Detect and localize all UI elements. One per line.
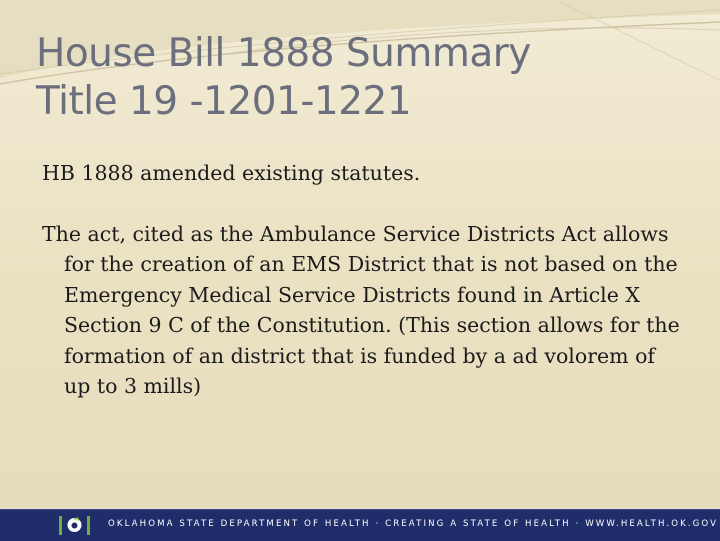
slide-title-line-1: House Bill 1888 Summary [36, 31, 531, 76]
slide-body [42, 158, 682, 402]
footer-bar [0, 509, 720, 541]
footer-text: OKLAHOMA STATE DEPARTMENT OF HEALTH · CREATING A STATE OF HEALTH · WWW.HEALTH.OK.GOV [108, 519, 719, 529]
body-paragraph-2: The act, cited as the Ambulance Service Districts Act allows for the creation of an EMS District that is not based on the Emergency Medical Service Districts found in Article X Section 9 C of the Constitution. (This section allows for the formation of an district that is funded by a ad volorem of up to 3 mills) [42, 221, 680, 398]
body-paragraph-1: HB 1888 amended existing statutes. [42, 161, 421, 185]
slide-title-line-2: Title 19 -1201-1221 [36, 79, 412, 124]
slide-title [36, 30, 686, 126]
state-health-logo-icon [58, 513, 92, 538]
